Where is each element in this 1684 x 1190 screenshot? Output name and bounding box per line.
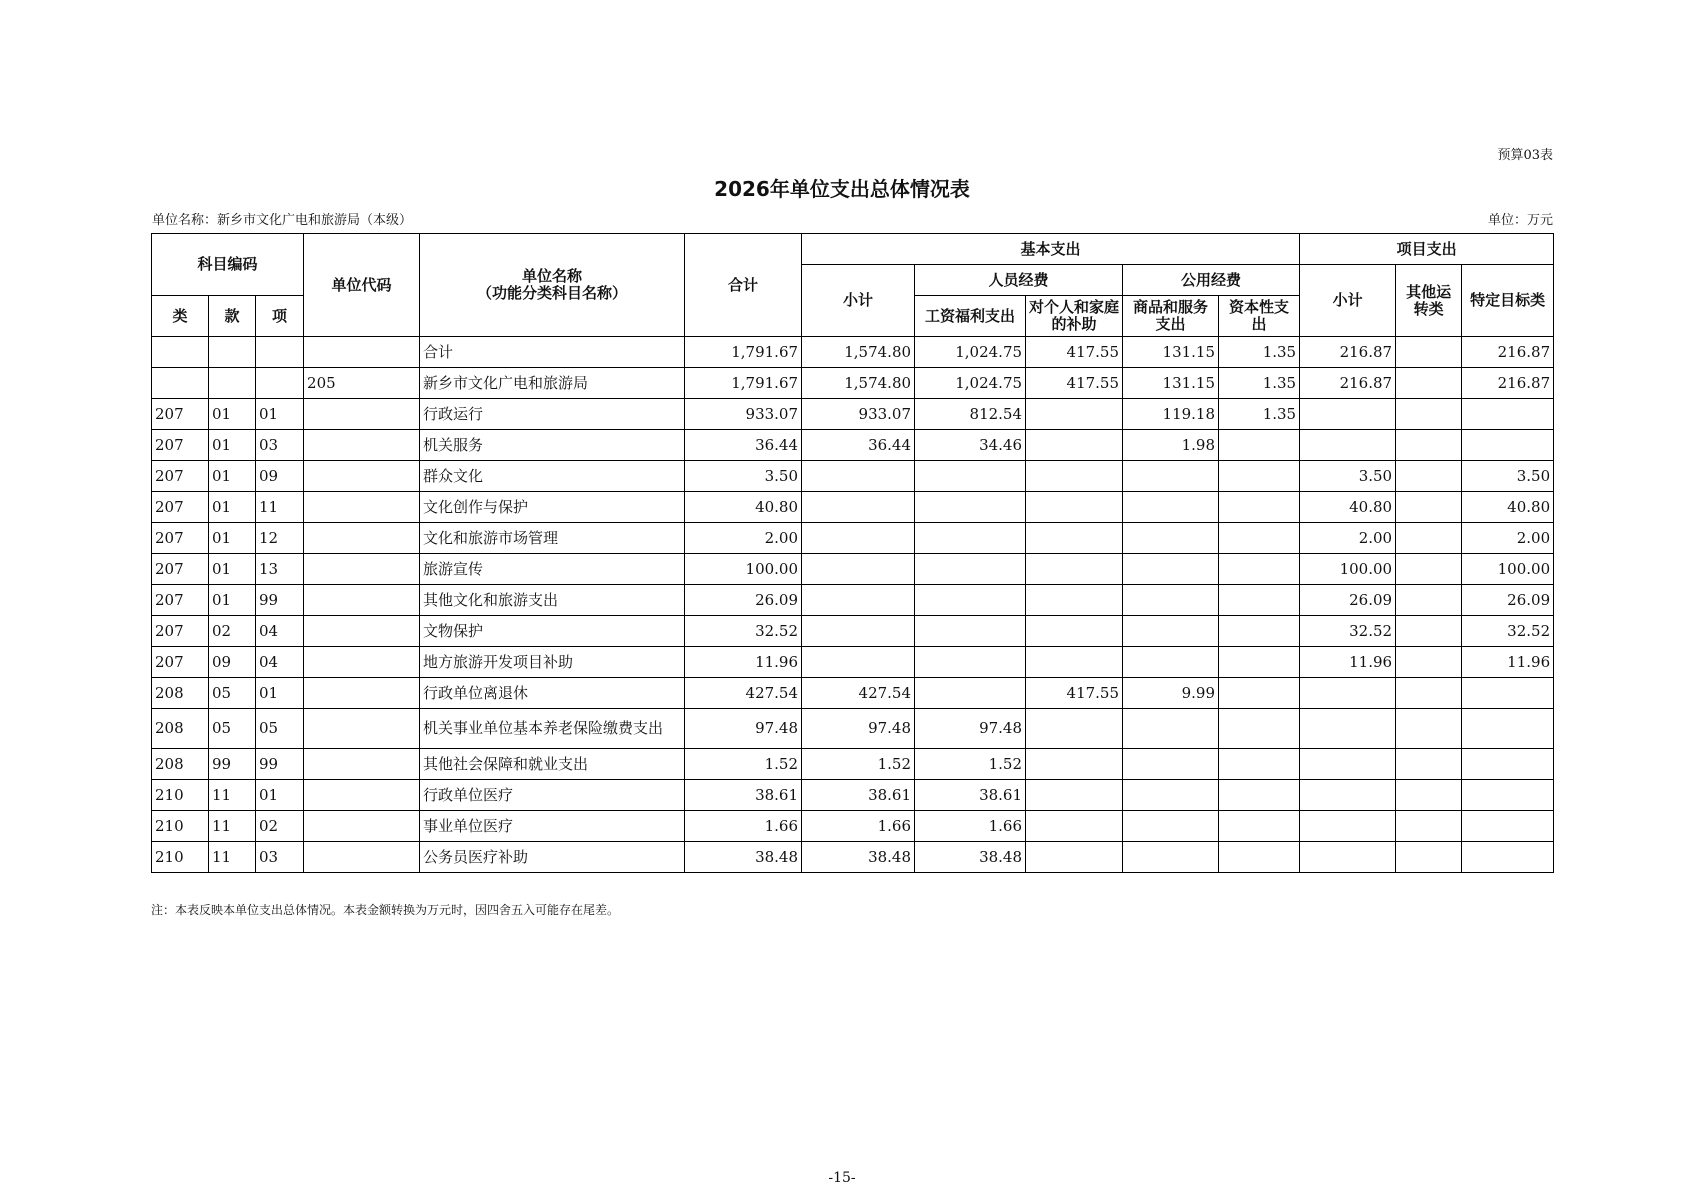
cell-lei: 210 — [152, 842, 209, 873]
cell-family-subsidy: 417.55 — [1026, 678, 1123, 709]
cell-name: 新乡市文化广电和旅游局 — [420, 368, 685, 399]
cell-xiang: 12 — [256, 523, 304, 554]
cell-other-transfer — [1396, 709, 1462, 749]
cell-project-subtotal: 26.09 — [1300, 585, 1396, 616]
cell-family-subsidy — [1026, 709, 1123, 749]
cell-capital — [1219, 585, 1300, 616]
cell-project-subtotal — [1300, 678, 1396, 709]
cell-name: 机关服务 — [420, 430, 685, 461]
cell-capital — [1219, 811, 1300, 842]
cell-other-transfer — [1396, 399, 1462, 430]
cell-project-subtotal: 216.87 — [1300, 368, 1396, 399]
table-row — [152, 523, 1554, 554]
header-salary: 工资福利支出 — [915, 296, 1026, 337]
cell-lei: 207 — [152, 461, 209, 492]
table-row — [152, 399, 1554, 430]
cell-lei: 208 — [152, 749, 209, 780]
cell-goods-services — [1123, 647, 1219, 678]
cell-capital — [1219, 749, 1300, 780]
cell-kuan: 01 — [209, 585, 256, 616]
cell-lei — [152, 368, 209, 399]
cell-goods-services — [1123, 811, 1219, 842]
cell-name: 事业单位医疗 — [420, 811, 685, 842]
cell-basic-subtotal — [802, 554, 915, 585]
cell-name: 行政单位离退休 — [420, 678, 685, 709]
cell-total: 427.54 — [685, 678, 802, 709]
cell-goods-services — [1123, 585, 1219, 616]
cell-family-subsidy — [1026, 492, 1123, 523]
cell-unit-code — [304, 399, 420, 430]
cell-name: 行政单位医疗 — [420, 780, 685, 811]
cell-salary: 38.48 — [915, 842, 1026, 873]
cell-salary — [915, 647, 1026, 678]
cell-lei: 208 — [152, 678, 209, 709]
cell-other-transfer — [1396, 811, 1462, 842]
cell-unit-code — [304, 811, 420, 842]
cell-kuan: 11 — [209, 842, 256, 873]
cell-family-subsidy — [1026, 616, 1123, 647]
page-title: 2026年单位支出总体情况表 — [714, 177, 970, 201]
cell-other-transfer — [1396, 616, 1462, 647]
cell-name: 公务员医疗补助 — [420, 842, 685, 873]
cell-project-subtotal — [1300, 842, 1396, 873]
cell-xiang: 99 — [256, 585, 304, 616]
cell-family-subsidy — [1026, 647, 1123, 678]
cell-specific — [1462, 430, 1554, 461]
cell-capital — [1219, 780, 1300, 811]
table-row — [152, 585, 1554, 616]
cell-salary — [915, 492, 1026, 523]
cell-name: 其他社会保障和就业支出 — [420, 749, 685, 780]
table-row — [152, 811, 1554, 842]
cell-name: 行政运行 — [420, 399, 685, 430]
unit-name: 单位名称：新乡市文化广电和旅游局（本级） — [152, 213, 413, 228]
cell-basic-subtotal — [802, 492, 915, 523]
cell-basic-subtotal — [802, 585, 915, 616]
cell-salary — [915, 616, 1026, 647]
table-row — [152, 368, 1554, 399]
cell-unit-code — [304, 842, 420, 873]
header-unit-code: 单位代码 — [304, 234, 420, 337]
cell-other-transfer — [1396, 461, 1462, 492]
cell-other-transfer — [1396, 337, 1462, 368]
cell-project-subtotal — [1300, 709, 1396, 749]
cell-other-transfer — [1396, 780, 1462, 811]
cell-goods-services: 1.98 — [1123, 430, 1219, 461]
cell-xiang: 09 — [256, 461, 304, 492]
cell-kuan: 01 — [209, 461, 256, 492]
cell-basic-subtotal: 97.48 — [802, 709, 915, 749]
cell-total: 3.50 — [685, 461, 802, 492]
cell-capital — [1219, 461, 1300, 492]
table-row — [152, 554, 1554, 585]
cell-basic-subtotal: 1.66 — [802, 811, 915, 842]
cell-xiang: 04 — [256, 647, 304, 678]
cell-capital — [1219, 616, 1300, 647]
cell-specific — [1462, 678, 1554, 709]
cell-unit-code — [304, 780, 420, 811]
cell-other-transfer — [1396, 523, 1462, 554]
table-row — [152, 780, 1554, 811]
cell-kuan: 11 — [209, 811, 256, 842]
cell-basic-subtotal: 38.48 — [802, 842, 915, 873]
header-xiang: 项 — [256, 296, 304, 337]
cell-salary — [915, 461, 1026, 492]
cell-xiang: 99 — [256, 749, 304, 780]
cell-lei: 210 — [152, 780, 209, 811]
cell-xiang: 01 — [256, 678, 304, 709]
cell-xiang: 02 — [256, 811, 304, 842]
header-basic: 基本支出 — [802, 234, 1300, 265]
cell-basic-subtotal: 1.52 — [802, 749, 915, 780]
cell-project-subtotal — [1300, 749, 1396, 780]
cell-project-subtotal: 100.00 — [1300, 554, 1396, 585]
cell-salary — [915, 585, 1026, 616]
header-lei: 类 — [152, 296, 209, 337]
cell-family-subsidy — [1026, 842, 1123, 873]
cell-salary: 812.54 — [915, 399, 1026, 430]
cell-unit-code — [304, 492, 420, 523]
cell-family-subsidy — [1026, 780, 1123, 811]
cell-total: 1.66 — [685, 811, 802, 842]
cell-salary: 1.52 — [915, 749, 1026, 780]
cell-unit-code — [304, 749, 420, 780]
cell-kuan — [209, 337, 256, 368]
cell-goods-services — [1123, 842, 1219, 873]
cell-unit-code: 205 — [304, 368, 420, 399]
cell-goods-services — [1123, 554, 1219, 585]
cell-salary: 97.48 — [915, 709, 1026, 749]
cell-capital — [1219, 554, 1300, 585]
cell-other-transfer — [1396, 430, 1462, 461]
table-row — [152, 709, 1554, 749]
cell-specific — [1462, 399, 1554, 430]
cell-basic-subtotal: 36.44 — [802, 430, 915, 461]
cell-kuan: 01 — [209, 554, 256, 585]
header-basic-subtotal: 小计 — [802, 265, 915, 337]
cell-xiang: 13 — [256, 554, 304, 585]
cell-other-transfer — [1396, 678, 1462, 709]
cell-xiang: 04 — [256, 616, 304, 647]
cell-unit-code — [304, 461, 420, 492]
cell-lei: 207 — [152, 647, 209, 678]
cell-kuan: 01 — [209, 430, 256, 461]
cell-lei: 207 — [152, 430, 209, 461]
cell-total: 11.96 — [685, 647, 802, 678]
cell-family-subsidy — [1026, 399, 1123, 430]
cell-other-transfer — [1396, 554, 1462, 585]
cell-total: 36.44 — [685, 430, 802, 461]
cell-basic-subtotal: 1,574.80 — [802, 368, 915, 399]
cell-goods-services — [1123, 616, 1219, 647]
cell-capital — [1219, 709, 1300, 749]
cell-family-subsidy — [1026, 585, 1123, 616]
cell-goods-services — [1123, 461, 1219, 492]
cell-salary — [915, 554, 1026, 585]
cell-family-subsidy: 417.55 — [1026, 368, 1123, 399]
header-goods-services: 商品和服务支出 — [1123, 296, 1219, 337]
cell-name: 群众文化 — [420, 461, 685, 492]
cell-total: 1,791.67 — [685, 337, 802, 368]
cell-goods-services: 131.15 — [1123, 368, 1219, 399]
header-project-subtotal: 小计 — [1300, 265, 1396, 337]
cell-kuan: 05 — [209, 678, 256, 709]
cell-family-subsidy: 417.55 — [1026, 337, 1123, 368]
cell-basic-subtotal — [802, 523, 915, 554]
cell-lei: 207 — [152, 523, 209, 554]
cell-kuan: 09 — [209, 647, 256, 678]
cell-xiang — [256, 337, 304, 368]
cell-kuan: 01 — [209, 492, 256, 523]
cell-name: 地方旅游开发项目补助 — [420, 647, 685, 678]
cell-capital — [1219, 492, 1300, 523]
cell-project-subtotal — [1300, 430, 1396, 461]
table-row — [152, 842, 1554, 873]
cell-family-subsidy — [1026, 430, 1123, 461]
cell-goods-services: 119.18 — [1123, 399, 1219, 430]
cell-salary — [915, 678, 1026, 709]
header-personnel: 人员经费 — [915, 265, 1123, 296]
cell-goods-services: 9.99 — [1123, 678, 1219, 709]
cell-salary: 34.46 — [915, 430, 1026, 461]
cell-salary — [915, 523, 1026, 554]
table-row — [152, 647, 1554, 678]
cell-total: 1,791.67 — [685, 368, 802, 399]
cell-unit-code — [304, 337, 420, 368]
cell-other-transfer — [1396, 749, 1462, 780]
cell-basic-subtotal — [802, 461, 915, 492]
cell-project-subtotal — [1300, 399, 1396, 430]
cell-specific: 3.50 — [1462, 461, 1554, 492]
header-capital: 资本性支出 — [1219, 296, 1300, 337]
cell-family-subsidy — [1026, 811, 1123, 842]
cell-specific: 100.00 — [1462, 554, 1554, 585]
cell-xiang — [256, 368, 304, 399]
header-project: 项目支出 — [1300, 234, 1554, 265]
cell-lei: 207 — [152, 399, 209, 430]
header-specific: 特定目标类 — [1462, 265, 1554, 337]
cell-xiang: 01 — [256, 399, 304, 430]
cell-goods-services — [1123, 523, 1219, 554]
cell-project-subtotal — [1300, 780, 1396, 811]
cell-basic-subtotal: 38.61 — [802, 780, 915, 811]
cell-specific: 26.09 — [1462, 585, 1554, 616]
cell-goods-services — [1123, 492, 1219, 523]
cell-total: 38.61 — [685, 780, 802, 811]
cell-unit-code — [304, 709, 420, 749]
form-number: 预算03表 — [1497, 148, 1553, 163]
cell-capital — [1219, 678, 1300, 709]
cell-unit-code — [304, 616, 420, 647]
cell-specific — [1462, 811, 1554, 842]
cell-capital — [1219, 523, 1300, 554]
cell-other-transfer — [1396, 492, 1462, 523]
cell-kuan: 01 — [209, 523, 256, 554]
cell-other-transfer — [1396, 842, 1462, 873]
cell-project-subtotal: 2.00 — [1300, 523, 1396, 554]
cell-specific — [1462, 709, 1554, 749]
table-row — [152, 430, 1554, 461]
table-row — [152, 461, 1554, 492]
cell-family-subsidy — [1026, 523, 1123, 554]
cell-name: 机关事业单位基本养老保险缴费支出 — [420, 709, 685, 749]
cell-total: 1.52 — [685, 749, 802, 780]
cell-other-transfer — [1396, 368, 1462, 399]
cell-family-subsidy — [1026, 749, 1123, 780]
cell-xiang: 11 — [256, 492, 304, 523]
cell-unit-code — [304, 647, 420, 678]
footnote: 注：本表反映本单位支出总体情况。本表金额转换为万元时，因四舍五入可能存在尾差。 — [151, 903, 620, 917]
table-row — [152, 749, 1554, 780]
cell-specific — [1462, 842, 1554, 873]
cell-goods-services — [1123, 749, 1219, 780]
cell-salary: 38.61 — [915, 780, 1026, 811]
header-kuan: 款 — [209, 296, 256, 337]
cell-unit-code — [304, 523, 420, 554]
cell-total: 933.07 — [685, 399, 802, 430]
cell-name: 文化创作与保护 — [420, 492, 685, 523]
cell-specific: 216.87 — [1462, 337, 1554, 368]
header-family-subsidy: 对个人和家庭的补助 — [1026, 296, 1123, 337]
cell-kuan: 11 — [209, 780, 256, 811]
cell-salary: 1.66 — [915, 811, 1026, 842]
table-row — [152, 337, 1554, 368]
cell-capital — [1219, 430, 1300, 461]
cell-project-subtotal: 11.96 — [1300, 647, 1396, 678]
cell-name: 合计 — [420, 337, 685, 368]
cell-lei: 208 — [152, 709, 209, 749]
cell-lei: 207 — [152, 616, 209, 647]
header-public: 公用经费 — [1123, 265, 1300, 296]
cell-total: 26.09 — [685, 585, 802, 616]
header-total: 合计 — [685, 234, 802, 337]
cell-xiang: 03 — [256, 430, 304, 461]
header-unit-name — [420, 234, 685, 337]
cell-unit-code — [304, 554, 420, 585]
cell-lei — [152, 337, 209, 368]
cell-project-subtotal — [1300, 811, 1396, 842]
cell-basic-subtotal — [802, 647, 915, 678]
cell-specific: 216.87 — [1462, 368, 1554, 399]
cell-specific: 32.52 — [1462, 616, 1554, 647]
cell-basic-subtotal: 1,574.80 — [802, 337, 915, 368]
cell-specific — [1462, 780, 1554, 811]
cell-total: 32.52 — [685, 616, 802, 647]
cell-project-subtotal: 3.50 — [1300, 461, 1396, 492]
header-unit-name-line1: 单位名称 — [522, 267, 583, 285]
cell-project-subtotal: 40.80 — [1300, 492, 1396, 523]
cell-specific — [1462, 749, 1554, 780]
cell-lei: 207 — [152, 492, 209, 523]
cell-name: 文物保护 — [420, 616, 685, 647]
table-body — [152, 337, 1554, 873]
cell-total: 97.48 — [685, 709, 802, 749]
cell-unit-code — [304, 430, 420, 461]
cell-basic-subtotal — [802, 616, 915, 647]
cell-basic-subtotal: 933.07 — [802, 399, 915, 430]
cell-total: 2.00 — [685, 523, 802, 554]
cell-capital: 1.35 — [1219, 337, 1300, 368]
cell-xiang: 05 — [256, 709, 304, 749]
cell-project-subtotal: 32.52 — [1300, 616, 1396, 647]
cell-specific: 2.00 — [1462, 523, 1554, 554]
cell-basic-subtotal: 427.54 — [802, 678, 915, 709]
cell-name: 文化和旅游市场管理 — [420, 523, 685, 554]
cell-kuan: 05 — [209, 709, 256, 749]
cell-capital: 1.35 — [1219, 368, 1300, 399]
table-row — [152, 492, 1554, 523]
cell-kuan: 01 — [209, 399, 256, 430]
cell-total: 38.48 — [685, 842, 802, 873]
cell-unit-code — [304, 678, 420, 709]
cell-total: 100.00 — [685, 554, 802, 585]
cell-family-subsidy — [1026, 554, 1123, 585]
cell-specific: 11.96 — [1462, 647, 1554, 678]
header-unit-name-line2: （功能分类科目名称） — [477, 284, 628, 302]
cell-xiang: 03 — [256, 842, 304, 873]
cell-capital — [1219, 647, 1300, 678]
unit-label: 单位：万元 — [1487, 213, 1553, 228]
cell-capital: 1.35 — [1219, 399, 1300, 430]
cell-capital — [1219, 842, 1300, 873]
cell-other-transfer — [1396, 647, 1462, 678]
cell-total: 40.80 — [685, 492, 802, 523]
cell-salary: 1,024.75 — [915, 337, 1026, 368]
header-other-transfer: 其他运转类 — [1396, 265, 1462, 337]
cell-lei: 207 — [152, 585, 209, 616]
expenditure-table — [151, 233, 1554, 873]
cell-unit-code — [304, 585, 420, 616]
cell-other-transfer — [1396, 585, 1462, 616]
cell-lei: 210 — [152, 811, 209, 842]
cell-project-subtotal: 216.87 — [1300, 337, 1396, 368]
cell-salary: 1,024.75 — [915, 368, 1026, 399]
cell-lei: 207 — [152, 554, 209, 585]
cell-name: 旅游宣传 — [420, 554, 685, 585]
cell-specific: 40.80 — [1462, 492, 1554, 523]
cell-family-subsidy — [1026, 461, 1123, 492]
cell-goods-services — [1123, 780, 1219, 811]
cell-kuan: 99 — [209, 749, 256, 780]
cell-name: 其他文化和旅游支出 — [420, 585, 685, 616]
header-subject-code: 科目编码 — [152, 234, 304, 296]
cell-goods-services: 131.15 — [1123, 337, 1219, 368]
cell-kuan — [209, 368, 256, 399]
table-row — [152, 616, 1554, 647]
cell-goods-services — [1123, 709, 1219, 749]
page-number: -15- — [828, 1170, 856, 1186]
table-row — [152, 678, 1554, 709]
cell-xiang: 01 — [256, 780, 304, 811]
cell-kuan: 02 — [209, 616, 256, 647]
